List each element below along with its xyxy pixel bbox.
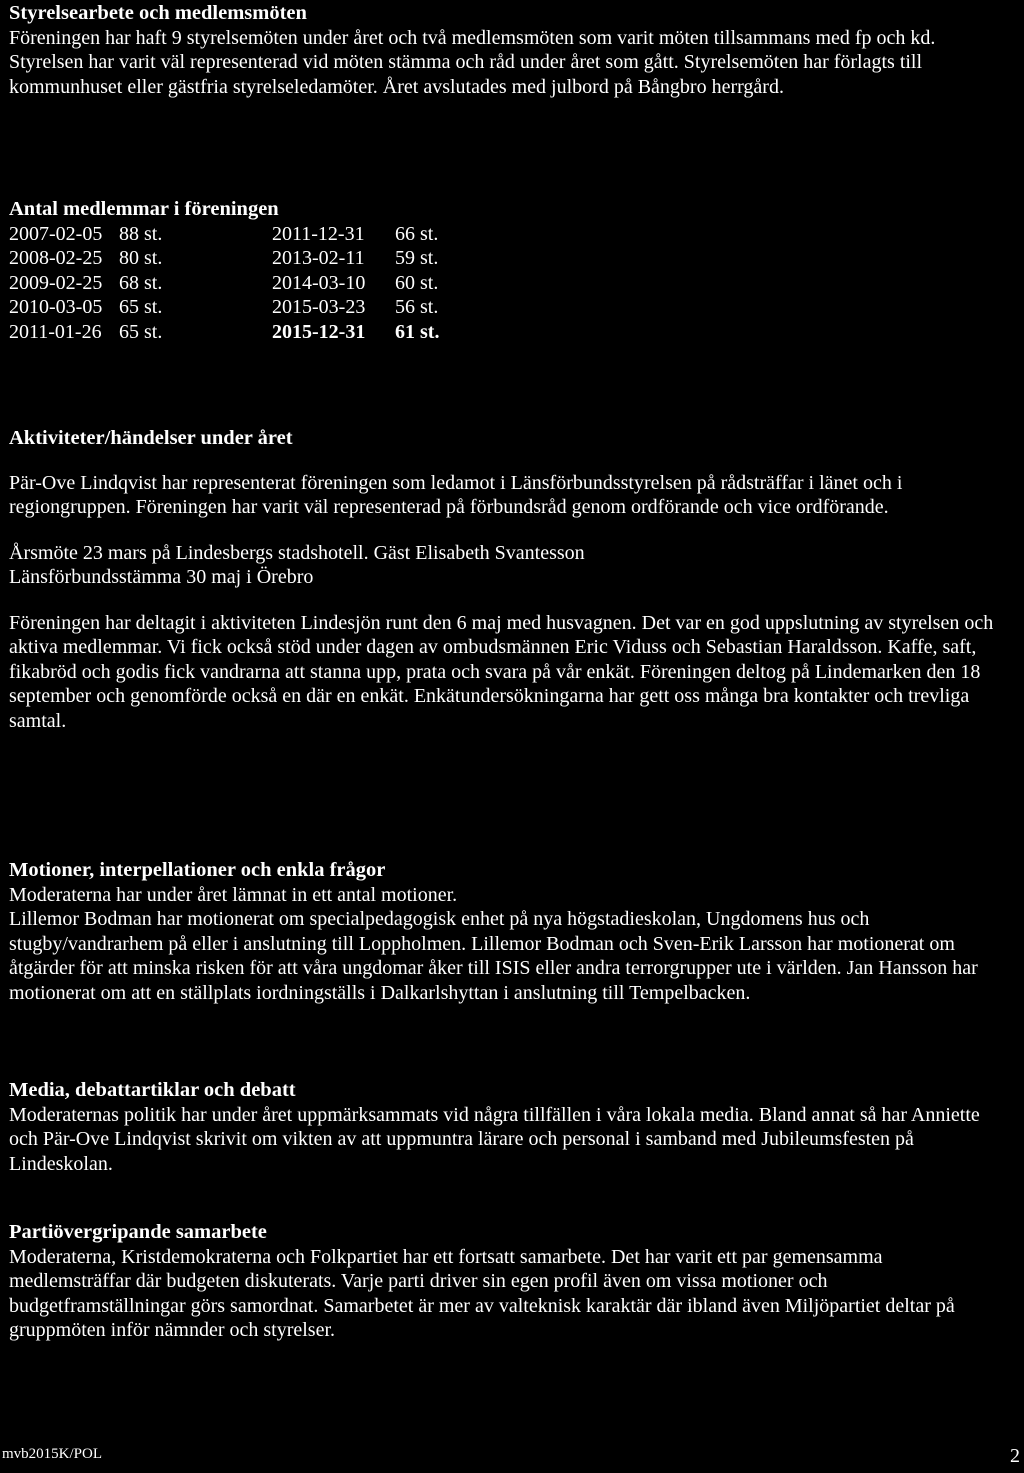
member-date: 2007-02-05	[9, 222, 103, 245]
footer-page-number: 2	[1010, 1445, 1020, 1467]
member-count: 59 st.	[395, 247, 439, 269]
member-date: 2009-02-25	[9, 271, 103, 294]
table-row	[9, 222, 475, 247]
member-count: 65 st.	[119, 320, 163, 343]
member-count: 65 st.	[119, 296, 163, 318]
activities-heading: Aktiviteter/händelser under året	[9, 427, 293, 449]
member-date: 2015-03-23	[272, 296, 366, 318]
board-section	[9, 1, 1009, 99]
activities-paragraph-representation: Pär-Ove Lindqvist har representerat föreningen som ledamot i Länsförbundsstyrelsen på rådsträffar i länet och i regiongruppen. Föreningen har varit väl representerad på förbundsråd genom ordförande och vice ordförande.	[9, 471, 903, 518]
member-date: 2008-02-25	[9, 247, 103, 269]
board-heading: Styrelsearbete och medlemsmöten	[9, 2, 307, 24]
member-date: 2011-12-31	[272, 222, 365, 245]
member-date-latest: 2015-12-31	[272, 320, 366, 343]
motions-paragraph-details: Lillemor Bodman har motionerat om specialpedagogisk enhet på nya högstadieskolan, Ungdomens hus och stugby/vandrarhem på eller i anslutning till Loppholmen. Lillemor Bodman och Sven-Erik Larsson har motionerat om åtgärder för att minska risken för att våra ungdomar åker till ISIS eller andra terrorgrupper ute i världen. Jan Hansson har motionerat om att en ställplats iordningställs i Dalkarlshyttan i anslutning till Tempelbacken.	[9, 908, 978, 1004]
cooperation-paragraph: Moderaterna, Kristdemokraterna och Folkpartiet har ett fortsatt samarbete. Det har varit ett par gemensamma medlemsträffar där budgeten diskuterats. Varje parti driver sin egen profil även om vissa motioner och budgetframställningar görs samordnat. Samarbetet är mer av valteknisk karaktär där ibland även Miljöpartiet deltar på gruppmöten inför nämnder och styrelser.	[9, 1245, 955, 1341]
member-count: 68 st.	[119, 271, 163, 294]
member-count: 66 st.	[395, 222, 439, 245]
activities-section	[9, 426, 1009, 733]
member-count: 80 st.	[119, 247, 163, 269]
activities-paragraph-events: Föreningen har deltagit i aktiviteten Lindesjön runt den 6 maj med husvagnen. Det var en god uppslutning av styrelsen och aktiva medlemmar. Vi fick också stöd under dagen av ombudsmännen Eric Viduss och Sebastian Haraldsson. Kaffe, saft, fikabröd och godis fick vandrarna att stanna upp, prata och svara på vår enkät. Föreningen deltog på Lindemarken den 18 september och genomförde också en där en enkät. Enkätundersökningarna har gett oss många bra kontakter och trevliga samtal.	[9, 611, 994, 732]
member-date: 2014-03-10	[272, 271, 366, 294]
activities-line-county-meeting: Länsförbundsstämma 30 maj i Örebro	[9, 566, 314, 588]
member-count: 60 st.	[395, 271, 439, 294]
member-count: 88 st.	[119, 222, 163, 245]
member-date: 2013-02-11	[272, 247, 365, 269]
table-row	[9, 271, 475, 296]
members-section	[9, 197, 1009, 344]
cooperation-section	[9, 1220, 1009, 1343]
member-date: 2010-03-05	[9, 296, 103, 318]
media-heading: Media, debattartiklar och debatt	[9, 1079, 296, 1101]
board-paragraph: Föreningen har haft 9 styrelsemöten under året och två medlemsmöten som varit möten tillsammans med fp och kd. Styrelsen har varit väl representerad vid möten stämma och råd under året som gått. Styrelsemöten har förlagts till kommunhuset eller gästfria styrelseledamöter. Året avslutades med julbord på Bångbro herrgård.	[9, 26, 936, 98]
table-row	[9, 246, 475, 271]
table-row	[9, 320, 475, 345]
member-date: 2011-01-26	[9, 320, 102, 343]
motions-heading: Motioner, interpellationer och enkla frågor	[9, 859, 386, 881]
motions-paragraph-intro: Moderaterna har under året lämnat in ett antal motioner.	[9, 883, 458, 906]
activities-line-annual-meeting: Årsmöte 23 mars på Lindesbergs stadshotell. Gäst Elisabeth Svantesson	[9, 541, 585, 564]
table-row	[9, 295, 475, 320]
footer-doc-ref: mvb2015K/POL	[2, 1446, 103, 1462]
members-table	[9, 222, 475, 345]
motions-section	[9, 858, 1009, 1005]
member-count: 56 st.	[395, 296, 439, 318]
media-paragraph: Moderaternas politik har under året uppmärksammats vid några tillfällen i våra lokala media. Bland annat så har Anniette och Pär-Ove Lindqvist skrivit om vikten av att uppmuntra lärare och personal i samband med Jubileumsfesten på Lindeskolan.	[9, 1103, 980, 1175]
cooperation-heading: Partiövergripande samarbete	[9, 1221, 267, 1243]
member-count-latest: 61 st.	[395, 320, 440, 343]
members-heading: Antal medlemmar i föreningen	[9, 198, 279, 220]
media-section	[9, 1078, 1009, 1176]
